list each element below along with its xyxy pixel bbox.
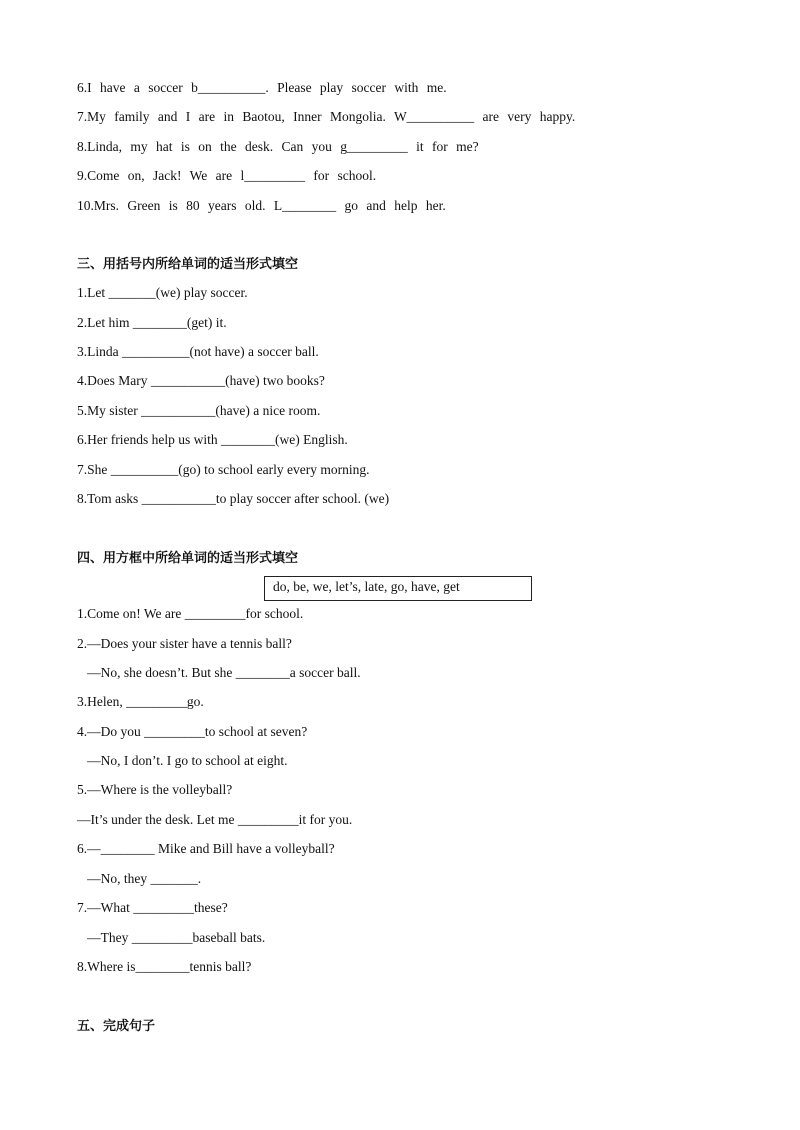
question-line: 7.—What _________these? [77,900,228,915]
question-line: 8.Linda, my hat is on the desk. Can you g_________ it for me? [77,139,479,154]
section-heading: 三、用括号内所给单词的适当形式填空 [77,257,299,272]
question-line: 4.Does Mary ___________(have) two books? [77,373,325,388]
word-bank-box: do, be, we, let’s, late, go, have, get [264,576,532,601]
question-line: 2.Let him ________(get) it. [77,315,227,330]
question-line: 10.Mrs. Green is 80 years old. L________ go and help her. [77,198,446,213]
question-line: —It’s under the desk. Let me _________it for you. [77,812,353,827]
question-line: —No, they _______. [77,871,202,886]
question-line: 3.Linda __________(not have) a soccer ball. [77,344,319,359]
question-line: 5.—Where is the volleyball? [77,782,233,797]
question-line: —No, she doesn’t. But she ________a soccer ball. [77,665,361,680]
question-line: 6.Her friends help us with ________(we) English. [77,432,348,447]
question-line: 8.Where is________tennis ball? [77,959,252,974]
question-line: 7.She __________(go) to school early every morning. [77,462,370,477]
question-line: 3.Helen, _________go. [77,694,204,709]
question-line: 6.I have a soccer b__________. Please play soccer with me. [77,80,447,95]
section-heading: 四、用方框中所给单词的适当形式填空 [77,551,299,566]
question-line: 1.Come on! We are _________for school. [77,606,304,621]
question-line: 9.Come on, Jack! We are l_________ for school. [77,168,377,183]
question-line: 4.—Do you _________to school at seven? [77,724,308,739]
question-line: 7.My family and I are in Baotou, Inner Mongolia. W__________ are very happy. [77,109,576,124]
question-line: 1.Let _______(we) play soccer. [77,285,248,300]
question-line: 2.—Does your sister have a tennis ball? [77,636,292,651]
question-line: —They _________baseball bats. [77,930,266,945]
question-line: 5.My sister ___________(have) a nice room. [77,403,321,418]
question-line: —No, I don’t. I go to school at eight. [77,753,288,768]
question-line: 6.—________ Mike and Bill have a volleyball? [77,841,335,856]
section-heading: 五、完成句子 [77,1019,156,1034]
question-line: 8.Tom asks ___________to play soccer after school. (we) [77,491,390,506]
